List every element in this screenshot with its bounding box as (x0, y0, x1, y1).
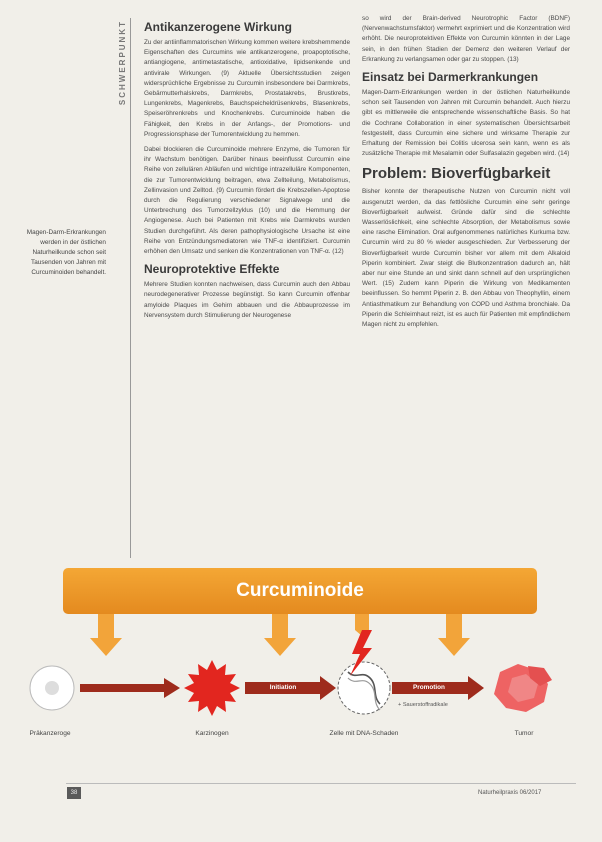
footer-rule (66, 783, 576, 784)
stage-carcinogen-label: Karzinogen (195, 730, 229, 737)
heading-bioavailability: Problem: Bioverfügbarkeit (362, 165, 551, 183)
column-right (362, 14, 570, 335)
heading-neuroprotective: Neuroprotektive Effekte (144, 262, 280, 277)
step-promotion-label: Promotion (413, 684, 445, 691)
section-tab: SCHWERPUNKT (118, 20, 127, 106)
stage-precursor-label: Präkanzeroge (29, 730, 71, 737)
paragraph-anticancer-1: Zu der antiinflammatorischen Wirkung kommen weitere krebshemmende Eigenschaften des Curcumins wie antikanzerogene, proapoptotische, antiangiogene, antimetastatische, antioxidative, lipidsenkende und antivirale Wirkungen. (9) Aktuelle Übersichtsstudien zeigen widersprüchliche Ergebnisse zu Curcumin insbesondere bei Darmkrebs, Gebärmutterhalskrebs, Darmkrebs, Prostatakrebs, Brustkrebs, Lungenkrebs, Magenkrebs, Bauchspeicheldrüsenkrebs, Blasenkrebs, Speiseröhrenkrebs und Knochenkrebs. Curcuminoide haben die Fähigkeit, den Krebs in der Anfangs-, der Promotions- und Progressionsphase der Tumorentwicklung zu hemmen. (144, 39, 350, 138)
heading-anticancer: Antikanzerogene Wirkung (144, 20, 292, 34)
process-arrow-1 (80, 678, 180, 698)
journal-issue: Naturheilpraxis 06/2017 (478, 790, 542, 796)
paragraph-anticancer-2: Dabei blockieren die Curcuminoide mehrere Enzyme, die Tumoren für ihr Wachstum benötigen. Darüber hinaus beeinflusst Curcumin eine Reihe von zellulären Abläufen und wichtige intrazelluläre Komponenten, die zur Tumorentwicklung beitragen, etwa Zellteilung, Metabolismus, Zellinvasion und Zelltod. (9) Curcumin fördert die Krebszellen-Apoptose durch die Regulierung verschiedener Signalwege und die Unterbrechung des Tumorzellzyklus (10) und die Hemmung der Angiogenese. Auch bei Patienten mit Krebs wie Darmkrebs wurden Studien durchgeführt. Als deren pathophysiologische Ursache ist eine Reihe von Entzündungsmediatoren wie TNF-α identifiziert. Curcumin erhöhen den Umsatz und senken die Konzentrationen von TNF-α. (12) (144, 146, 350, 256)
banner-title: Curcuminoide (236, 580, 364, 601)
side-note: Magen-Darm-Erkrankungen werden in der östlichen Naturheilkunde schon seit Tausenden von Jahren mit Curcuminoiden behandelt. (26, 229, 106, 276)
carcinogenesis-diagram (0, 560, 602, 760)
paragraph-bowel-disease: Magen-Darm-Erkrankungen werden in der östlichen Naturheilkunde schon seit Tausenden von Jahren mit Curcumin behandelt. Auch hierzu gibt es mittlerweile die entsprechende wissenschaftliche Basis. So hat die Cochrane Collaboration in einer systematischen Übersichtsarbeit festgestellt, dass Curcumin eine sichere und wirksame Therapie zur Erhaltung der Remission bei Colitis ulcerosa sein kann, wenn es als zusätzliche Therapie mit Mesalamin oder Sulfasalazin gegeben wird. (14) (362, 89, 570, 158)
page-number: 38 (67, 787, 81, 799)
damaged-cell-icon (338, 662, 390, 714)
inhibit-arrow-4 (438, 614, 470, 656)
stage-dna-label: Zelle mit DNA-Schaden (329, 730, 399, 737)
heading-bowel-disease: Einsatz bei Darmerkrankungen (362, 70, 539, 85)
paragraph-neuroprotective-cont: so wird der Brain-derived Neurotrophic Factor (BDNF) (Nervenwachstumsfaktor) vermehrt exprimiert und die Konzentration wird erhöht. Die neuroprotektiven Effekte von Curcumin könnten in der Lage sein, in den frühen Stadien der Demenz den weiteren Verlauf der Erkrankung zu verlangsamen oder gar zu stoppen. (13) (362, 15, 570, 63)
radicals-label: + Sauerstoffradikale (398, 702, 448, 708)
paragraph-neuroprotective: Mehrere Studien konnten nachweisen, dass Curcumin auch den Abbau neurodegenerativer Prozesse begünstigt. So kann Curcumin offenbar amyloide Plaques im Gehirn abbauen und die Abbauprozesse im Nervensystem durch Stimulierung der Neurogenese (144, 281, 350, 319)
carcinogen-icon (184, 660, 240, 716)
column-divider (130, 18, 131, 558)
column-left (144, 20, 350, 326)
tumor-icon (494, 664, 552, 712)
stage-tumor-label: Tumor (514, 730, 534, 737)
inhibit-arrow-2 (264, 614, 296, 656)
paragraph-bioavailability: Bisher konnte der therapeutische Nutzen von Curcumin nicht voll ausgenutzt werden, da das fettlösliche Curcumin eine sehr geringe Bioverfügbarkeit aufweist. Gründe dafür sind die schlechte Wasserlöslichkeit, eine schlechte Absorption, der Metabolismus sowie eine rasche Elimination. Oral aufgenommenes natürliches Kurkuma bzw. Curcumin wird zu 80 % wieder ausgeschieden. Zur Verbesserung der Bioverfügbarkeit wurde Curcumin bisher vor allem mit dem Alkaloid Piperin kombiniert. Zwar steigt die Blutkonzentration dadurch an, hält aber nur eine Stunde an und sinkt dann schnell auf den ursprünglichen Wert. (15) Zudem kann Piperin die Wirkung von Medikamenten beeinflussen. So hemmt Piperin z. B. den Abbau von Theophyllin, einem Antiasthmatikum zur Behandlung von COPD und Asthma bronchiale. Da Piperin die Schleimhaut reizt, ist es auch für Patienten mit empfindlichem Magen nicht zu empfehlen. (362, 188, 570, 329)
inhibit-arrow-1 (90, 614, 122, 656)
step-initiation-label: Initiation (269, 684, 297, 691)
